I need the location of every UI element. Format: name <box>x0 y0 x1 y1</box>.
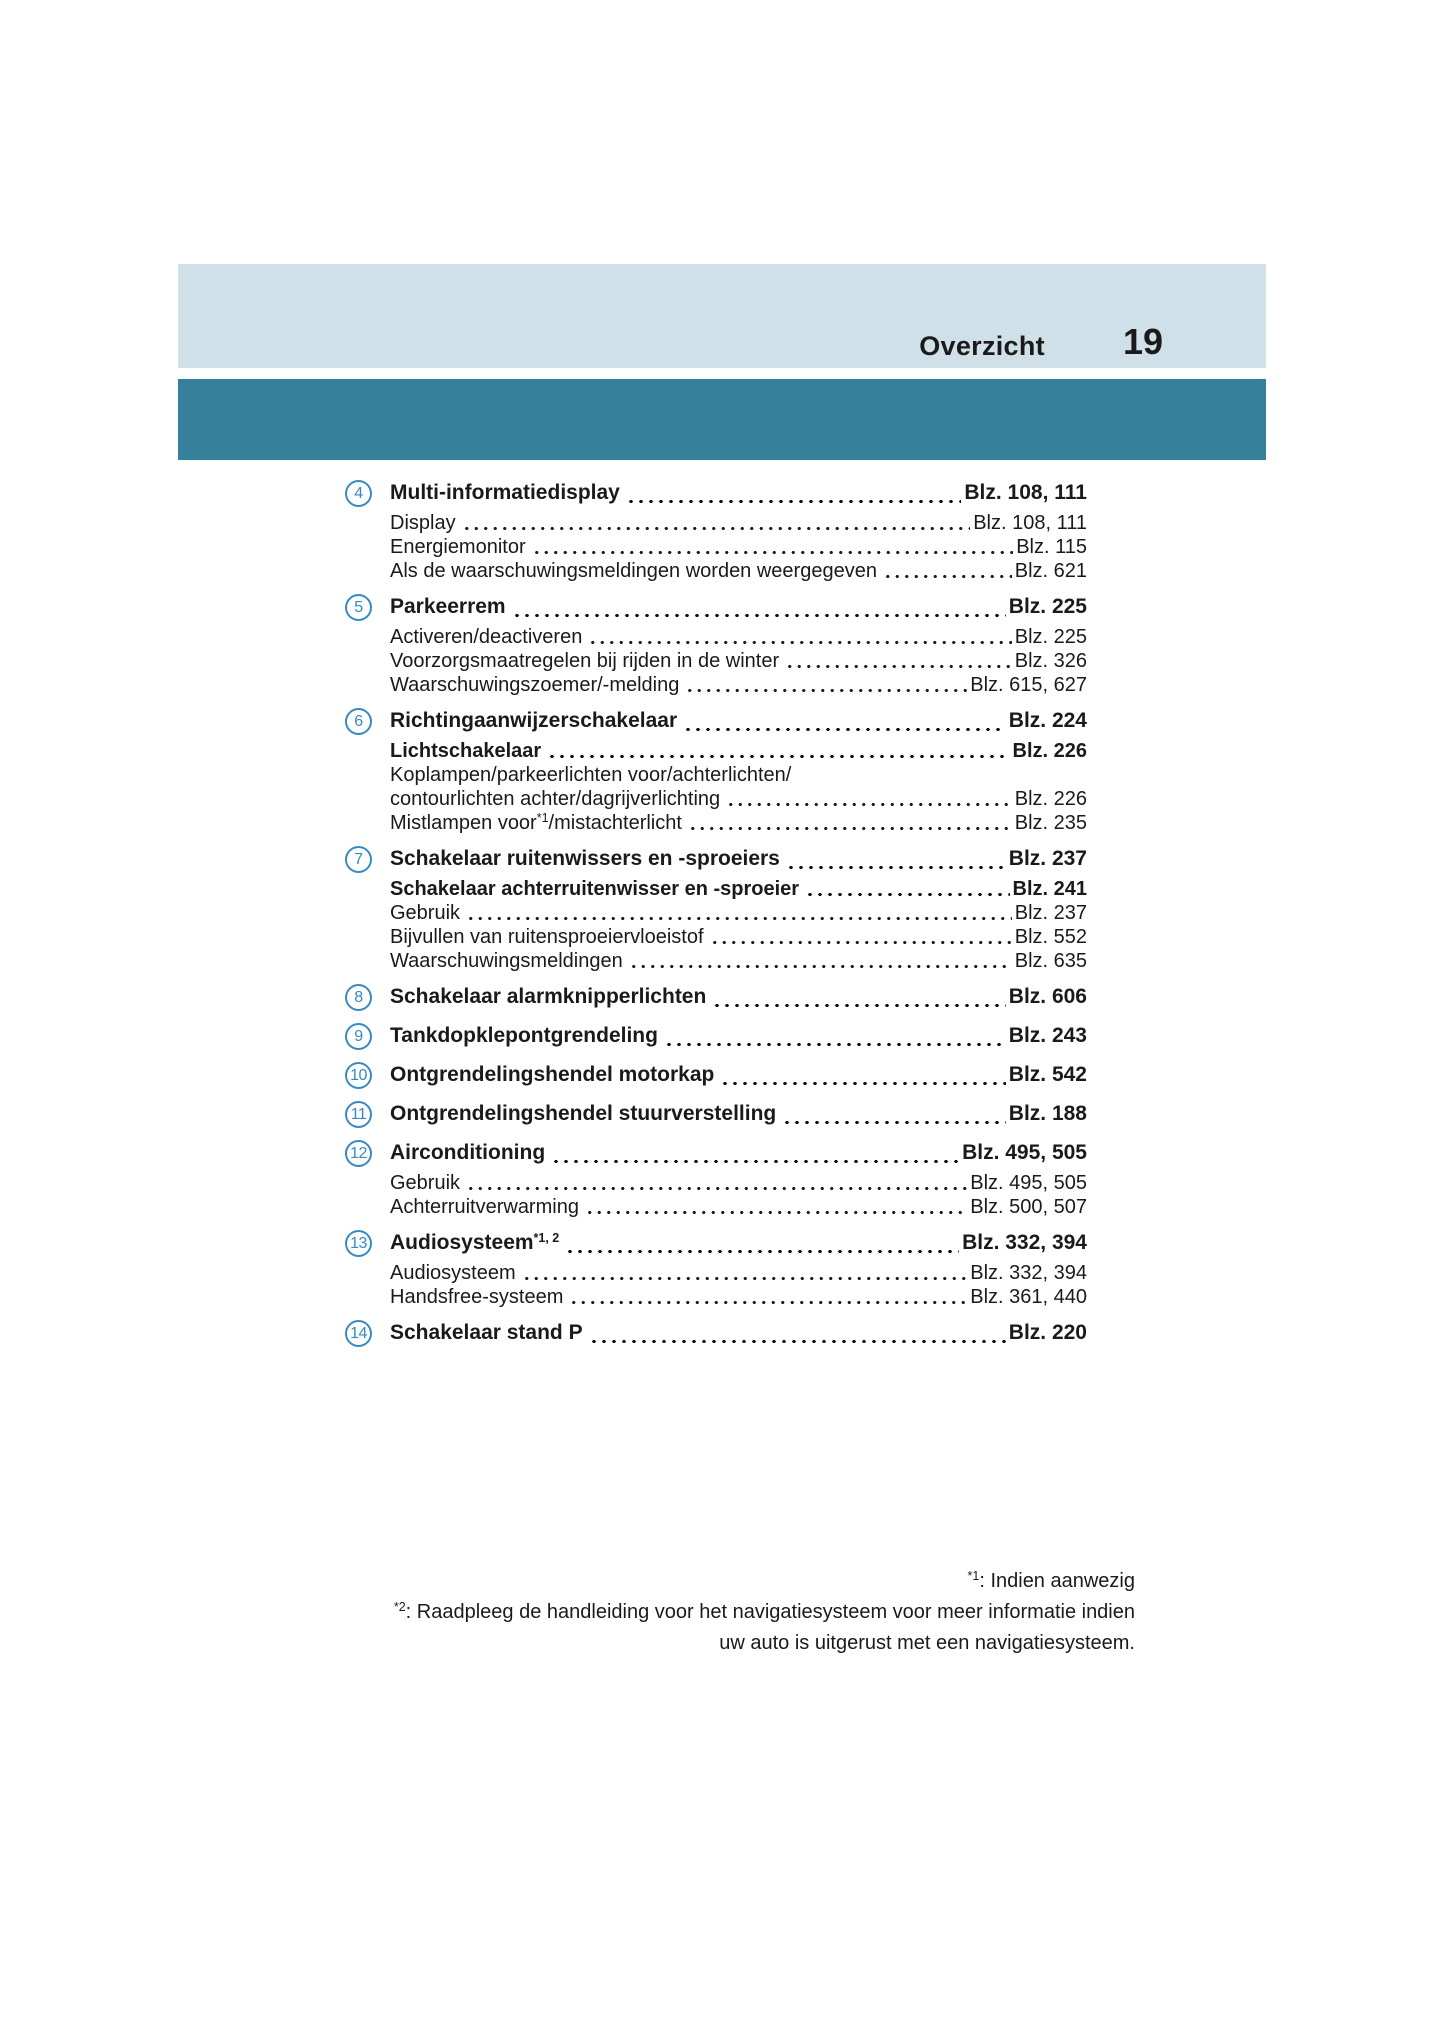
entry-page: Blz. 226 <box>1014 788 1087 810</box>
item-number-badge: 10 <box>345 1062 372 1089</box>
entry-page: Blz. 500, 507 <box>970 1196 1087 1218</box>
toc-sub-entry <box>390 949 1087 973</box>
entry-page: Blz. 621 <box>1014 560 1087 582</box>
entry-page: Blz. 237 <box>1008 847 1087 870</box>
entry-label: Lichtschakelaar <box>390 740 542 762</box>
entry-page: Blz. 225 <box>1014 626 1087 648</box>
toc-sub-entry <box>390 673 1087 697</box>
entry-page: Blz. 226 <box>1012 740 1087 762</box>
entry-page: Blz. 237 <box>1014 902 1087 924</box>
dot-leader <box>551 1160 959 1164</box>
footnotes <box>215 1566 1135 1659</box>
entry-label: Voorzorgsmaatregelen bij rijden in de winter <box>390 650 780 672</box>
entry-page: Blz. 224 <box>1008 709 1087 732</box>
toc-sub-entry <box>390 787 1087 811</box>
entry-label: Gebruik <box>390 1172 461 1194</box>
entry-page: Blz. 635 <box>1014 950 1087 972</box>
entry-page: Blz. 495, 505 <box>962 1141 1087 1164</box>
entry-label: Energiemonitor <box>390 536 526 558</box>
dot-leader <box>710 941 1012 944</box>
entry-page: Blz. 235 <box>1014 812 1087 834</box>
entry-label: contourlichten achter/dagrijverlichting <box>390 788 721 810</box>
toc-section-heading <box>350 1099 1087 1129</box>
footnote-1: $^{*1}$: Indien aanwezig <box>967 1569 1135 1592</box>
entry-page: Blz. 332, 394 <box>970 1262 1087 1284</box>
entry-page: Blz. 542 <box>1008 1063 1087 1086</box>
toc-sub-entry <box>390 925 1087 949</box>
entry-page: Blz. 225 <box>1008 595 1087 618</box>
dot-leader <box>565 1250 959 1254</box>
dot-leader <box>522 1277 968 1280</box>
toc-sub-entry <box>390 763 1087 787</box>
dot-leader <box>512 614 1006 618</box>
toc-sub-entry <box>390 901 1087 925</box>
toc-section-heading <box>354 592 1087 622</box>
entry-page: Blz. 241 <box>1012 878 1087 900</box>
entry-page: Blz. 332, 394 <box>962 1231 1087 1254</box>
item-number-badge: 13 <box>345 1230 372 1257</box>
dot-leader <box>532 551 1014 554</box>
item-number-badge: 7 <box>345 846 372 873</box>
dot-leader <box>588 641 1011 644</box>
entry-label: Waarschuwingsmeldingen <box>390 950 623 972</box>
toc-sub-entry <box>390 1195 1087 1219</box>
dot-leader <box>883 575 1012 578</box>
entry-label: Handsfree-systeem <box>390 1286 564 1308</box>
entry-page: Blz. 552 <box>1014 926 1087 948</box>
footnote-marker: *1, 2 <box>533 1231 560 1245</box>
entry-page: Blz. 606 <box>1008 985 1087 1008</box>
entry-label: Audiosysteem <box>390 1262 516 1284</box>
entry-label: Display <box>390 512 456 534</box>
footnote-marker: *2 <box>393 1600 406 1614</box>
item-number-badge: 5 <box>345 594 372 621</box>
entry-page: Blz. 220 <box>1008 1321 1087 1344</box>
dot-leader <box>683 728 1006 732</box>
dot-leader <box>626 500 962 504</box>
entry-label: Bijvullen van ruitensproeiervloeistof <box>390 926 704 948</box>
dot-leader <box>629 965 1012 968</box>
footnote-marker: *1 <box>536 811 549 825</box>
toc-sub-entry <box>390 1261 1087 1285</box>
entry-page: Blz. 108, 111 <box>964 481 1087 504</box>
toc-section-heading <box>354 844 1087 874</box>
entry-label: Ontgrendelingshendel motorkap <box>390 1063 715 1086</box>
entry-label: Audiosysteem$^{*1, 2}$ <box>390 1231 560 1254</box>
dot-leader <box>569 1301 967 1304</box>
entry-label: Richtingaanwijzerschakelaar <box>390 709 678 732</box>
toc-section-heading <box>350 1318 1087 1348</box>
dot-leader <box>466 1187 967 1190</box>
footnote-marker: *1 <box>967 1569 980 1583</box>
entry-label: Airconditioning <box>390 1141 546 1164</box>
item-number-badge: 4 <box>345 480 372 507</box>
dot-leader <box>547 755 1009 759</box>
footnote-2: $^{*2}$: Raadpleeg de handleiding voor het navigatiesysteem voor meer informatie indien <box>393 1600 1135 1623</box>
toc-section-heading <box>350 1060 1087 1090</box>
item-number-badge: 6 <box>345 708 372 735</box>
item-number-badge: 9 <box>345 1023 372 1050</box>
entry-label: Schakelaar alarmknipperlichten <box>390 985 707 1008</box>
dot-leader <box>805 893 1009 897</box>
toc-sub-entry <box>390 559 1087 583</box>
entry-label: Als de waarschuwingsmeldingen worden weergegeven <box>390 560 877 582</box>
dot-leader <box>664 1043 1006 1047</box>
entry-label: Multi-informatiedisplay <box>390 481 620 504</box>
entry-page: Blz. 361, 440 <box>970 1286 1087 1308</box>
toc-section-heading <box>350 1228 1087 1258</box>
toc-sub-entry <box>390 649 1087 673</box>
dot-leader <box>720 1082 1005 1086</box>
toc-sub-entry <box>390 811 1087 835</box>
entry-label: Mistlampen voor$^{*1}$/mistachterlicht <box>390 811 682 834</box>
entry-label: Achterruitverwarming <box>390 1196 579 1218</box>
dot-leader <box>726 803 1012 806</box>
toc-section-heading <box>354 982 1087 1012</box>
entry-label: Schakelaar achterruitenwisser en -sproeier <box>390 878 800 900</box>
accent-band <box>178 379 1266 460</box>
dot-leader <box>466 917 1012 920</box>
dot-leader <box>462 527 971 530</box>
entry-label: Tankdopklepontgrendeling <box>390 1024 658 1047</box>
entry-page: Blz. 615, 627 <box>970 674 1087 696</box>
toc-list <box>350 478 1087 1351</box>
entry-label: Koplampen/parkeerlichten voor/achterlichten/ <box>390 764 792 786</box>
entry-label: Activeren/deactiveren <box>390 626 583 648</box>
item-number-badge: 14 <box>345 1320 372 1347</box>
footnote-2-continued: uw auto is uitgerust met een navigatiesysteem. <box>719 1632 1135 1654</box>
toc-sub-entry <box>390 511 1087 535</box>
toc-sub-entry <box>390 535 1087 559</box>
entry-label: Ontgrendelingshendel stuurverstelling <box>390 1102 777 1125</box>
toc-sub-entry <box>390 739 1087 763</box>
dot-leader <box>688 827 1012 830</box>
dot-leader <box>782 1121 1006 1125</box>
toc-sub-entry <box>390 1171 1087 1195</box>
entry-page: Blz. 115 <box>1016 536 1087 558</box>
toc-sub-entry <box>390 625 1087 649</box>
entry-label: Gebruik <box>390 902 461 924</box>
item-number-badge: 8 <box>345 984 372 1011</box>
entry-page: Blz. 326 <box>1014 650 1087 672</box>
header-band <box>178 264 1266 368</box>
entry-label: Schakelaar stand P <box>390 1321 583 1344</box>
entry-page: Blz. 495, 505 <box>970 1172 1087 1194</box>
dot-leader <box>585 1211 967 1214</box>
entry-label: Waarschuwingszoemer/-melding <box>390 674 680 696</box>
entry-label: Parkeerrem <box>390 595 506 618</box>
item-number-badge: 12 <box>345 1140 372 1167</box>
toc-sub-entry <box>390 1285 1087 1309</box>
entry-page: Blz. 243 <box>1008 1024 1087 1047</box>
dot-leader <box>685 689 967 692</box>
toc-sub-entry <box>390 877 1087 901</box>
entry-page: Blz. 108, 111 <box>973 512 1087 534</box>
toc-section-heading <box>350 1138 1087 1168</box>
toc-section-heading <box>354 478 1087 508</box>
dot-leader <box>786 866 1006 870</box>
entry-label: Schakelaar ruitenwissers en -sproeiers <box>390 847 780 870</box>
dot-leader <box>712 1004 1005 1008</box>
page-title: Overzicht <box>919 331 1045 361</box>
dot-leader <box>589 1340 1006 1344</box>
page-number: 19 <box>1122 321 1163 362</box>
item-number-badge: 11 <box>345 1101 372 1128</box>
dot-leader <box>785 665 1012 668</box>
toc-section-heading <box>354 706 1087 736</box>
entry-page: Blz. 188 <box>1008 1102 1087 1125</box>
toc-section-heading <box>354 1021 1087 1051</box>
